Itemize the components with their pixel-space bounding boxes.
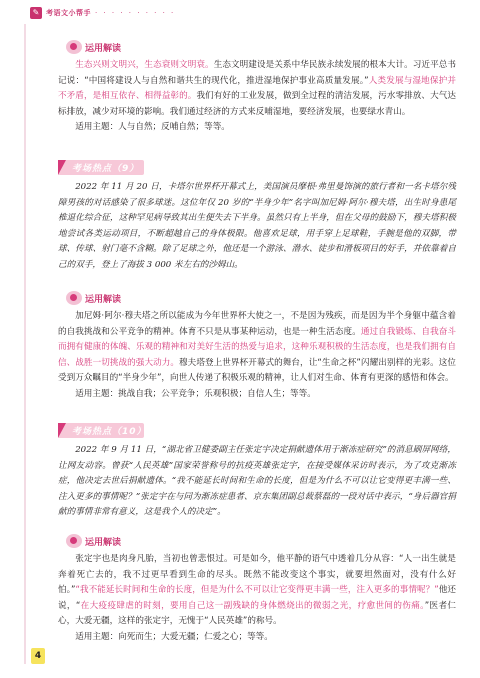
- badge-yunyong-3: [66, 534, 121, 548]
- hotspot-text: 2022 年 11 月 20 日，卡塔尔世界杯开幕式上，美国演员摩根·弗里曼饰演的旅行者和一名卡塔尔残障男孩的对话感染了很多球迷。这位年仅 20 岁的“半身少年”名字叫加尼姆·阿尔·穆夫塔，出生时身患尾椎退化综合征，这种罕见病导致其出生便失去下半身。虽然只有上半身，但在父母的鼓励下，穆夫塔积极地尝试各类运动项目，不断超越自己的身体极限。他喜欢足球，用手穿上足球鞋，手腕是他的双脚，带球、传球、射门毫不含糊。除了足球之外，他还是一个游泳、潜水、徒步和滑板项目的好手，并依靠着自己的双手，登上了海拔 3 000 米左右的沙姆山。: [58, 182, 456, 270]
- badge-icon: [66, 40, 82, 54]
- paragraph-ecology: [58, 58, 456, 136]
- hotspot-10-text: [58, 443, 456, 521]
- paragraph-zhangdingyu: [58, 552, 456, 645]
- badge-icon: [66, 291, 82, 305]
- section-label-9: [58, 160, 144, 175]
- highlight-text: 生态兴则文明兴，生态衰则文明衰。: [75, 60, 214, 70]
- paragraph-muftah: [58, 309, 456, 402]
- body-text: 穆夫塔登上世界杯开幕式的舞台，让“生命之杯”闪耀出别样的光彩。这位受到万众瞩目的“半身少年”，向世人传递了积极乐观的精神，让人们对生命、体育有更深的感悟和体会。: [58, 357, 456, 383]
- page-number: 4: [31, 648, 45, 664]
- body-text: 加尼姆·阿尔·穆夫塔之所以能成为今年世界杯大使之一，不是因为残疾，而是因为半个身躯中蕴含着的自我挑战和公平竞争的精神。体育不只是从事某种运动，也是一种生活态度。: [58, 311, 456, 337]
- topic-line: 适用主题：人与自然；反哺自然；等等。: [75, 122, 230, 132]
- body-text: ”医者仁心，大爱无疆，这样的张定宇，无愧于“人民英雄”的称号。: [58, 600, 457, 626]
- highlight-text: “我不能延长时间和生命的长度，但是为什么不可以让它变得更丰满一些，注入更多的事情呢？”: [75, 585, 439, 595]
- margin-stripe: [24, 24, 26, 664]
- hotspot-text: 2022 年 9 月 11 日，“湖北省卫健委副主任张定宇决定捐献遗体用于渐冻症研究”的消息刷屏网络，让网友动容。曾获“人民英雄”国家荣誉称号的抗疫英雄张定宇，在接受媒体采访时表示，为了攻克渐冻症，他决定去世后捐献遗体。“我不能延长时间和生命的长度，但是为什么不可以让它变得更丰满一些、注入更多的事情呢？”张定宇在与同为渐冻症患者、京东集团副总裁蔡磊的一段对话中表示，“身后器官捐献的事情非常有意义，这是我个人的决定”。: [58, 445, 456, 517]
- badge-label: 运用解读: [85, 43, 122, 54]
- badge-yunyong-1: [66, 40, 121, 54]
- page-header: [30, 6, 175, 20]
- badge-yunyong-2: [66, 291, 121, 305]
- badge-label: 运用解读: [85, 294, 122, 305]
- body-text: 生态文明建设是关系中华民族永续发展的根本大计。习近平总书记说：“中国将建设人与自然和谐共生的现代化，推进湿地保护事业高质量发展。”: [58, 60, 456, 86]
- hotspot-9-text: [58, 180, 456, 273]
- header-dots: · · · · · · · · · ·: [95, 9, 176, 17]
- highlight-text: 通过自我锻炼、自我奋斗而拥有健康的体魄、乐观的精神和对美好生活的热爱与追求，这种乐观积极的生活态度，也是我们拥有自信、战胜一切挑战的强大动力。: [58, 326, 456, 368]
- book-icon: ✎: [30, 7, 42, 19]
- topic-line: 适用主题：挑战自我；公平竞争；乐观积极；自信人生；等等。: [75, 388, 316, 399]
- highlight-text: 在大疫疫肆虐的时刻，要用自己这一副残缺的身体燃烧出的微弱之光，疗愈世间的伤痛。: [80, 600, 425, 611]
- badge-icon: [66, 534, 82, 548]
- badge-label: 运用解读: [85, 537, 122, 548]
- header-title: 考语文小帮手: [46, 9, 91, 17]
- section-label-10: [58, 423, 147, 438]
- section-title: 考场热点（9）: [72, 164, 140, 174]
- highlight-text: 人类发展与湿地保护并不矛盾，是相互依存、相得益彰的。: [58, 75, 456, 101]
- body-text: 我们有好的工业发展，做到全过程的清洁发展，污水零排放、大气达标排放，减少对环境的影响。我们通过经济的方式来反哺湿地，要经济发展，也要绿水青山。: [58, 91, 456, 117]
- body-text: 张定宇也是肉身凡胎，当初也曾悲恨过。可是如今，他平静的语气中透着几分从容：“人一出生就是奔着死亡去的，我不过更早看到生命的尽头。既然不能改变这个事实，就要坦然面对，没有什么好怕。”: [58, 554, 456, 595]
- body-text: 他还说，“: [58, 585, 456, 611]
- section-title: 考场热点（10）: [72, 427, 147, 437]
- topic-line: 适用主题：向死而生；大爱无疆；仁爱之心；等等。: [75, 631, 273, 642]
